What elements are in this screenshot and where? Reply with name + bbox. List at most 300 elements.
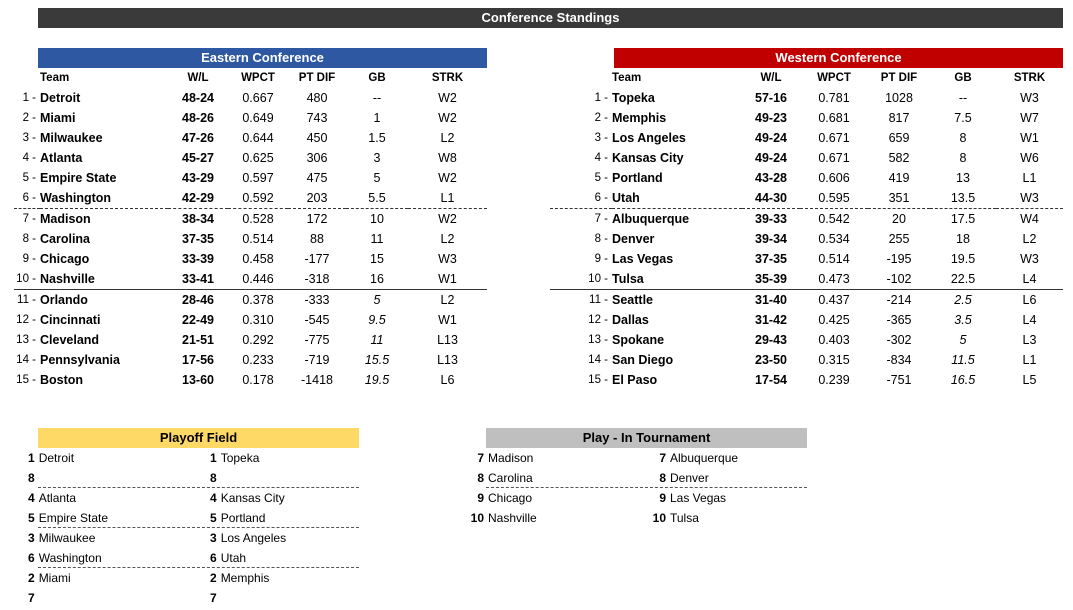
header-pt-dif: PT DIF (298, 72, 336, 84)
win-loss: 31-40 (755, 293, 787, 307)
rank-label: 12 - (588, 314, 608, 326)
western-standings-table (550, 68, 1063, 390)
streak: L13 (437, 353, 458, 367)
list-item (28, 448, 359, 468)
rank-label: 8 - (22, 233, 36, 245)
games-back: 3 (373, 151, 381, 165)
win-pct: 0.458 (242, 252, 274, 266)
win-loss: 47-26 (182, 131, 214, 145)
seed-team: Kansas City (220, 491, 285, 505)
point-diff: 306 (306, 151, 328, 165)
rank-label: 11 - (589, 294, 608, 306)
streak: W2 (438, 212, 457, 226)
win-loss: 48-24 (182, 91, 214, 105)
team-name: Seattle (612, 293, 653, 307)
seed-team: Atlanta (38, 491, 77, 505)
east-entry (470, 488, 532, 508)
games-back: 5 (373, 171, 381, 185)
win-pct: 0.597 (242, 171, 274, 185)
games-back: 10 (370, 212, 384, 226)
win-pct: 0.534 (818, 232, 850, 246)
rank-label: 7 - (594, 213, 608, 225)
point-diff: 475 (306, 171, 328, 185)
win-pct: 0.315 (818, 353, 850, 367)
streak: W3 (1020, 91, 1039, 105)
team-name: Spokane (612, 333, 665, 347)
win-pct: 0.514 (242, 232, 274, 246)
east-entry (28, 488, 76, 508)
rank-label: 2 - (22, 112, 36, 124)
games-back: 19.5 (950, 252, 976, 266)
games-back: 8 (959, 151, 967, 165)
list-item (477, 488, 807, 508)
seed-team: Miami (38, 571, 71, 585)
rank-label: 3 - (594, 132, 608, 144)
play-in-panel (470, 428, 807, 528)
header-wl: W/L (760, 72, 782, 84)
list-item (28, 548, 359, 568)
streak: L4 (996, 269, 1063, 290)
east-entry (28, 508, 108, 528)
streak: W6 (1020, 151, 1039, 165)
win-loss: 17-56 (182, 353, 214, 367)
point-diff: -177 (304, 252, 330, 266)
list-item (28, 508, 359, 528)
header-pt-dif: PT DIF (880, 72, 918, 84)
games-back: 22.5 (930, 269, 996, 290)
table-header-row (550, 68, 1063, 88)
win-pct: 0.625 (242, 151, 274, 165)
play-in-list (470, 448, 807, 528)
point-diff: 743 (306, 111, 328, 125)
seed-number: 2 (28, 571, 35, 585)
point-diff: 480 (306, 91, 328, 105)
header-wpct: WPCT (817, 72, 851, 84)
western-standings-body (550, 88, 1063, 390)
seed-team: Empire State (38, 511, 109, 525)
table-row (14, 209, 487, 230)
games-back: 2.5 (954, 293, 972, 307)
point-diff: 419 (888, 171, 910, 185)
table-row (550, 310, 1063, 330)
east-entry (28, 468, 39, 488)
win-pct: 0.667 (242, 91, 274, 105)
table-row (550, 209, 1063, 230)
point-diff: -214 (886, 293, 912, 307)
eastern-standings-table (14, 68, 487, 390)
streak: W8 (438, 151, 457, 165)
games-back: 13 (956, 171, 970, 185)
header-gb: GB (954, 72, 972, 84)
list-item (28, 528, 359, 548)
seed-number: 5 (28, 511, 35, 525)
rank-label: 10 - (14, 269, 40, 290)
seed-number: 6 (28, 551, 35, 565)
list-item (477, 468, 807, 488)
rank-label: 13 - (588, 334, 608, 346)
seed-team: Chicago (488, 491, 533, 505)
games-back: -- (958, 91, 968, 105)
point-diff: 817 (888, 111, 910, 125)
streak: W3 (996, 188, 1063, 209)
games-back: 18 (956, 232, 970, 246)
seed-number: 6 (210, 551, 217, 565)
seed-number: 7 (477, 451, 484, 465)
point-diff: 255 (888, 232, 910, 246)
team-name: Boston (40, 373, 84, 387)
rank-label: 6 - (550, 188, 612, 209)
rank-label: 5 - (594, 172, 608, 184)
west-entry (210, 488, 285, 508)
eastern-standings-body (14, 88, 487, 390)
streak: L2 (440, 232, 455, 246)
team-name: Los Angeles (612, 131, 686, 145)
point-diff: 450 (306, 131, 328, 145)
west-entry (210, 448, 259, 468)
win-pct: 0.781 (818, 91, 850, 105)
streak: W3 (438, 252, 457, 266)
seed-team: Memphis (220, 571, 270, 585)
win-pct: 0.473 (800, 269, 868, 290)
header-wpct: WPCT (241, 72, 275, 84)
rank-label: 5 - (22, 172, 36, 184)
table-row (14, 249, 487, 269)
streak: L1 (1022, 171, 1037, 185)
games-back: 1 (373, 111, 381, 125)
point-diff: -545 (304, 313, 330, 327)
east-entry (28, 548, 102, 568)
seed-team: Nashville (488, 511, 537, 525)
point-diff: 88 (310, 232, 324, 246)
list-item (28, 588, 359, 608)
rank-label: 4 - (22, 152, 36, 164)
header-wl: W/L (187, 72, 209, 84)
games-back: 16 (346, 269, 408, 290)
seed-team: Topeka (220, 451, 260, 465)
table-row (550, 168, 1063, 188)
win-loss: 49-24 (755, 131, 787, 145)
seed-number: 2 (210, 571, 217, 585)
seed-team: Milwaukee (38, 531, 96, 545)
team-name: Washington (40, 188, 168, 209)
games-back: 5 (959, 333, 967, 347)
streak: W2 (438, 171, 457, 185)
seed-team: Denver (670, 471, 709, 485)
streak: L3 (1022, 333, 1037, 347)
streak: W2 (438, 111, 457, 125)
point-diff: 20 (892, 212, 906, 226)
point-diff: -719 (304, 353, 330, 367)
table-row (550, 330, 1063, 350)
table-row (14, 370, 487, 390)
rank-label: 1 - (594, 92, 608, 104)
win-pct: 0.239 (818, 373, 850, 387)
win-pct: 0.649 (242, 111, 274, 125)
win-loss: 45-27 (182, 151, 214, 165)
header-team: Team (40, 72, 70, 84)
win-loss: 38-34 (182, 212, 214, 226)
team-name: Pennsylvania (40, 353, 120, 367)
win-pct: 0.681 (818, 111, 850, 125)
win-pct: 0.437 (818, 293, 850, 307)
table-row (550, 269, 1063, 290)
team-name: Cleveland (40, 333, 100, 347)
streak: L1 (408, 188, 487, 209)
west-entry (210, 548, 246, 568)
seed-team: Utah (220, 551, 247, 565)
rank-label: 15 - (16, 374, 36, 386)
seed-number: 8 (28, 471, 35, 485)
win-pct: 0.514 (818, 252, 850, 266)
streak: W3 (1020, 252, 1039, 266)
games-back: 15.5 (364, 353, 390, 367)
team-name: Tulsa (612, 269, 742, 290)
west-entry (210, 508, 265, 528)
seed-number: 9 (659, 491, 666, 505)
playoff-field-list (28, 448, 359, 608)
table-row (14, 168, 487, 188)
win-pct: 0.378 (242, 293, 274, 307)
games-back: 5.5 (346, 188, 408, 209)
win-pct: 0.606 (818, 171, 850, 185)
west-entry (652, 448, 738, 468)
games-back: 19.5 (364, 373, 390, 387)
team-name: Nashville (40, 269, 168, 290)
header-strk: STRK (1013, 72, 1046, 84)
seed-number: 4 (28, 491, 35, 505)
win-loss: 39-34 (755, 232, 787, 246)
team-name: Cincinnati (40, 313, 101, 327)
win-loss: 33-39 (182, 252, 214, 266)
win-pct: 0.446 (228, 269, 288, 290)
point-diff: -775 (304, 333, 330, 347)
seed-number: 4 (210, 491, 217, 505)
win-loss: 37-35 (755, 252, 787, 266)
seed-number: 3 (210, 531, 217, 545)
team-name: Atlanta (40, 151, 83, 165)
table-header-row (14, 68, 487, 88)
games-back: 11 (370, 333, 384, 347)
rank-label: 15 - (588, 374, 608, 386)
west-entry (210, 588, 221, 608)
win-loss: 48-26 (182, 111, 214, 125)
point-diff: -1418 (301, 373, 333, 387)
games-back: -- (372, 91, 382, 105)
win-loss: 13-60 (182, 373, 214, 387)
win-pct: 0.178 (242, 373, 274, 387)
team-name: Chicago (40, 252, 90, 266)
streak: W2 (438, 91, 457, 105)
team-name: El Paso (612, 373, 658, 387)
seed-number: 10 (470, 511, 484, 525)
point-diff: -834 (886, 353, 912, 367)
seed-team: Los Angeles (220, 531, 287, 545)
win-loss: 43-29 (182, 171, 214, 185)
games-back: 9.5 (368, 313, 386, 327)
win-loss: 22-49 (182, 313, 214, 327)
table-row (14, 290, 487, 311)
table-row (550, 370, 1063, 390)
seed-number: 9 (477, 491, 484, 505)
eastern-conference-title: Eastern Conference (38, 48, 487, 68)
team-name: Denver (612, 232, 655, 246)
rank-label: 14 - (588, 354, 608, 366)
table-row (14, 108, 487, 128)
rank-label: 3 - (22, 132, 36, 144)
point-diff: 1028 (885, 91, 913, 105)
rank-label: 1 - (22, 92, 36, 104)
east-entry (28, 448, 74, 468)
table-row (14, 148, 487, 168)
table-row (14, 310, 487, 330)
seed-team: Washington (38, 551, 102, 565)
rank-label: 12 - (16, 314, 36, 326)
seed-number: 1 (210, 451, 217, 465)
win-pct: 0.592 (228, 188, 288, 209)
seed-number: 8 (210, 471, 217, 485)
seed-number: 8 (659, 471, 666, 485)
point-diff: -302 (886, 333, 912, 347)
table-row (14, 188, 487, 209)
seed-number: 8 (477, 471, 484, 485)
seed-number: 10 (652, 511, 666, 525)
rank-label: 9 - (594, 253, 608, 265)
west-entry (210, 568, 269, 588)
games-back: 16.5 (950, 373, 976, 387)
table-row (550, 148, 1063, 168)
streak: L6 (1022, 293, 1037, 307)
streak: W1 (1020, 131, 1039, 145)
rank-label: 10 - (550, 269, 612, 290)
win-loss: 28-46 (182, 293, 214, 307)
seed-number: 7 (210, 591, 217, 605)
games-back: 3.5 (954, 313, 972, 327)
point-diff: 203 (288, 188, 346, 209)
east-entry (28, 568, 71, 588)
team-name: Albuquerque (612, 212, 690, 226)
win-pct: 0.233 (242, 353, 274, 367)
team-name: Topeka (612, 91, 655, 105)
point-diff: -195 (886, 252, 912, 266)
header-strk: STRK (431, 72, 464, 84)
games-back: 11.5 (951, 353, 975, 367)
win-pct: 0.644 (242, 131, 274, 145)
team-name: Carolina (40, 232, 91, 246)
play-in-title: Play - In Tournament (486, 428, 807, 448)
streak: W7 (1020, 111, 1039, 125)
streak: L2 (440, 293, 455, 307)
point-diff: 172 (306, 212, 328, 226)
team-name: Orlando (40, 293, 88, 307)
list-item (470, 508, 807, 528)
streak: L2 (1022, 232, 1037, 246)
streak: L6 (440, 373, 455, 387)
rank-label: 6 - (14, 188, 40, 209)
team-name: Las Vegas (612, 252, 674, 266)
point-diff: -751 (886, 373, 912, 387)
east-entry (28, 588, 39, 608)
table-row (14, 229, 487, 249)
point-diff: -365 (886, 313, 912, 327)
east-entry (470, 508, 537, 528)
playoff-field-panel (28, 428, 359, 608)
team-name: Memphis (612, 111, 667, 125)
seed-team: Detroit (38, 451, 75, 465)
team-name: Dallas (612, 313, 649, 327)
team-name: Detroit (40, 91, 81, 105)
streak: L4 (1022, 313, 1037, 327)
seed-number: 1 (28, 451, 35, 465)
point-diff: -333 (304, 293, 330, 307)
win-loss: 23-50 (755, 353, 787, 367)
streak: W4 (1020, 212, 1039, 226)
games-back: 1.5 (368, 131, 386, 145)
point-diff: 351 (868, 188, 930, 209)
list-item (477, 448, 807, 468)
west-entry (652, 508, 699, 528)
games-back: 7.5 (954, 111, 972, 125)
point-diff: 659 (888, 131, 910, 145)
win-loss: 37-35 (182, 232, 214, 246)
western-conference-panel (550, 48, 1063, 390)
rank-label: 4 - (594, 152, 608, 164)
win-pct: 0.310 (242, 313, 274, 327)
win-loss: 57-16 (755, 91, 787, 105)
win-loss: 17-54 (755, 373, 787, 387)
table-row (550, 350, 1063, 370)
win-loss: 35-39 (742, 269, 800, 290)
streak: L2 (440, 131, 455, 145)
win-pct: 0.292 (242, 333, 274, 347)
win-pct: 0.403 (818, 333, 850, 347)
seed-number: 5 (210, 511, 217, 525)
east-entry (28, 528, 95, 548)
table-row (14, 128, 487, 148)
seed-number: 7 (659, 451, 666, 465)
table-row (550, 249, 1063, 269)
west-entry (210, 528, 286, 548)
rank-label: 7 - (22, 213, 36, 225)
games-back: 13.5 (930, 188, 996, 209)
team-name: Utah (612, 188, 742, 209)
seed-team: Las Vegas (670, 491, 727, 505)
win-pct: 0.542 (818, 212, 850, 226)
win-loss: 49-23 (755, 111, 787, 125)
east-entry (470, 468, 533, 488)
win-loss: 42-29 (168, 188, 228, 209)
table-row (550, 188, 1063, 209)
seed-team: Madison (488, 451, 534, 465)
page-banner: Conference Standings (38, 8, 1063, 28)
west-entry (210, 468, 221, 488)
rank-label: 9 - (22, 253, 36, 265)
games-back: 11 (370, 232, 384, 246)
table-row (550, 290, 1063, 311)
rank-label: 14 - (16, 354, 36, 366)
streak: L5 (1022, 373, 1037, 387)
team-name: Milwaukee (40, 131, 103, 145)
win-loss: 29-43 (755, 333, 787, 347)
win-loss: 44-30 (742, 188, 800, 209)
win-pct: 0.595 (800, 188, 868, 209)
win-pct: 0.425 (818, 313, 850, 327)
team-name: Empire State (40, 171, 117, 185)
games-back: 15 (370, 252, 384, 266)
win-pct: 0.671 (818, 151, 850, 165)
team-name: San Diego (612, 353, 674, 367)
seed-team: Tulsa (670, 511, 699, 525)
win-loss: 39-33 (755, 212, 787, 226)
